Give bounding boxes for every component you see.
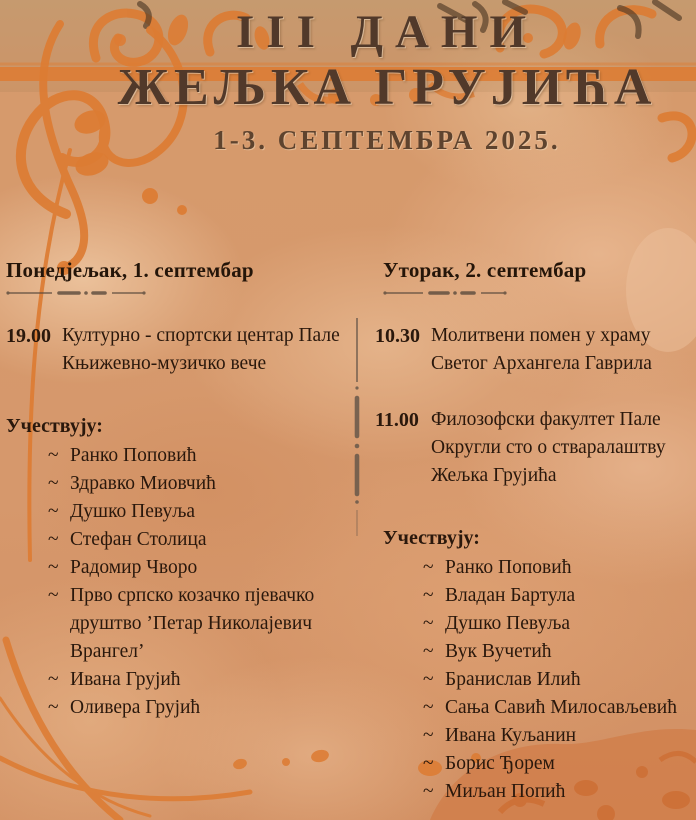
participant-item [423, 750, 691, 778]
tilde-bullet: ~ [423, 725, 434, 747]
participant-item [423, 666, 691, 694]
event-line: Филозофски факултет Пале [431, 409, 661, 431]
participant-name: Сања Савић Милосављевић [445, 697, 677, 719]
event-time: 10.30 [375, 325, 420, 348]
monday-header-flourish [6, 288, 146, 298]
tilde-bullet: ~ [423, 669, 434, 691]
participant-name: Радомир Чворо [70, 557, 198, 579]
tilde-bullet: ~ [48, 529, 59, 551]
participant-name: Стефан Столица [70, 529, 207, 551]
monday-participants-list [6, 442, 354, 722]
event-line: Округли сто о стваралаштву [431, 437, 666, 459]
tilde-bullet: ~ [48, 669, 59, 691]
tuesday-day-header: Уторак, 2. септембар [383, 258, 587, 282]
participant-name: Владан Бартула [445, 585, 576, 607]
tilde-bullet: ~ [423, 781, 434, 803]
participant-item [48, 582, 354, 666]
monday-column [6, 258, 354, 722]
participant-item [48, 470, 354, 498]
tilde-bullet: ~ [423, 557, 434, 579]
participant-name: Здравко Миовчић [70, 473, 216, 495]
event-line: Молитвени помен у храму [431, 325, 651, 347]
event-description [431, 322, 652, 378]
participant-name: Борис Ђорем [445, 753, 555, 775]
participant-item [48, 666, 354, 694]
monday-participants-block [6, 412, 354, 722]
participants-label: Учествују: [6, 415, 103, 438]
event-description [431, 406, 666, 490]
participant-item [48, 694, 354, 722]
event-line: Светог Архангела Гаврила [431, 353, 652, 375]
participant-item [423, 638, 691, 666]
participant-item [48, 498, 354, 526]
event-time: 19.00 [6, 325, 51, 348]
tilde-bullet: ~ [423, 585, 434, 607]
participant-name: Душко Певуља [445, 613, 571, 635]
participant-name: Оливера Грујић [70, 697, 201, 719]
tuesday-column [375, 258, 691, 806]
tilde-bullet: ~ [423, 697, 434, 719]
event-time: 11.00 [375, 409, 419, 432]
event-line: Културно - спортски центар Пале [62, 325, 340, 347]
participant-item [423, 610, 691, 638]
participant-name: Ранко Поповић [445, 557, 572, 579]
tilde-bullet: ~ [48, 557, 59, 579]
participant-name: Ивана Куљанин [445, 725, 577, 747]
tuesday-participants-block [375, 524, 691, 806]
participant-item [423, 694, 691, 722]
participant-item [423, 582, 691, 610]
participant-item [423, 722, 691, 750]
event-row [6, 322, 354, 378]
event-row [375, 322, 691, 378]
tuesday-events [375, 322, 691, 490]
participant-name: Вук Вучетић [445, 641, 552, 663]
participant-item [423, 778, 691, 806]
participant-item [423, 554, 691, 582]
tilde-bullet: ~ [423, 613, 434, 635]
participant-item [48, 526, 354, 554]
title-block [0, 8, 696, 156]
participant-name: Прво српско козачко пјевачко друштво ’Петар Николајевич Врангел’ [70, 585, 315, 663]
event-line: Књижевно-музичко вече [62, 353, 267, 375]
tilde-bullet: ~ [423, 641, 434, 663]
monday-day-header: Понедјељак, 1. септембар [6, 258, 254, 282]
participant-name: Душко Певуља [70, 501, 196, 523]
participant-name: Ивана Грујић [70, 669, 181, 691]
participant-name: Миљан Попић [445, 781, 566, 803]
tilde-bullet: ~ [48, 501, 59, 523]
tilde-bullet: ~ [48, 473, 59, 495]
participants-label: Учествују: [383, 527, 480, 550]
event-line: Жељка Грујића [431, 465, 557, 487]
tilde-bullet: ~ [48, 445, 59, 467]
festival-dates: 1-3. СЕПТЕМБРА 2025. [213, 124, 561, 155]
event-row [375, 406, 691, 490]
tuesday-header-flourish [383, 288, 507, 298]
tilde-bullet: ~ [423, 753, 434, 775]
tuesday-participants-list [375, 554, 691, 806]
participant-item [48, 554, 354, 582]
tilde-bullet: ~ [48, 697, 59, 719]
tilde-bullet: ~ [48, 585, 59, 607]
monday-events [6, 322, 354, 378]
event-description [62, 322, 340, 378]
edition-title: III ДАНИ [235, 6, 538, 58]
participant-name: Бранислав Илић [445, 669, 581, 691]
festival-name-title: ЖЕЉКА ГРУЈИЋА [117, 59, 657, 117]
participant-name: Ранко Поповић [70, 445, 197, 467]
participant-item [48, 442, 354, 470]
